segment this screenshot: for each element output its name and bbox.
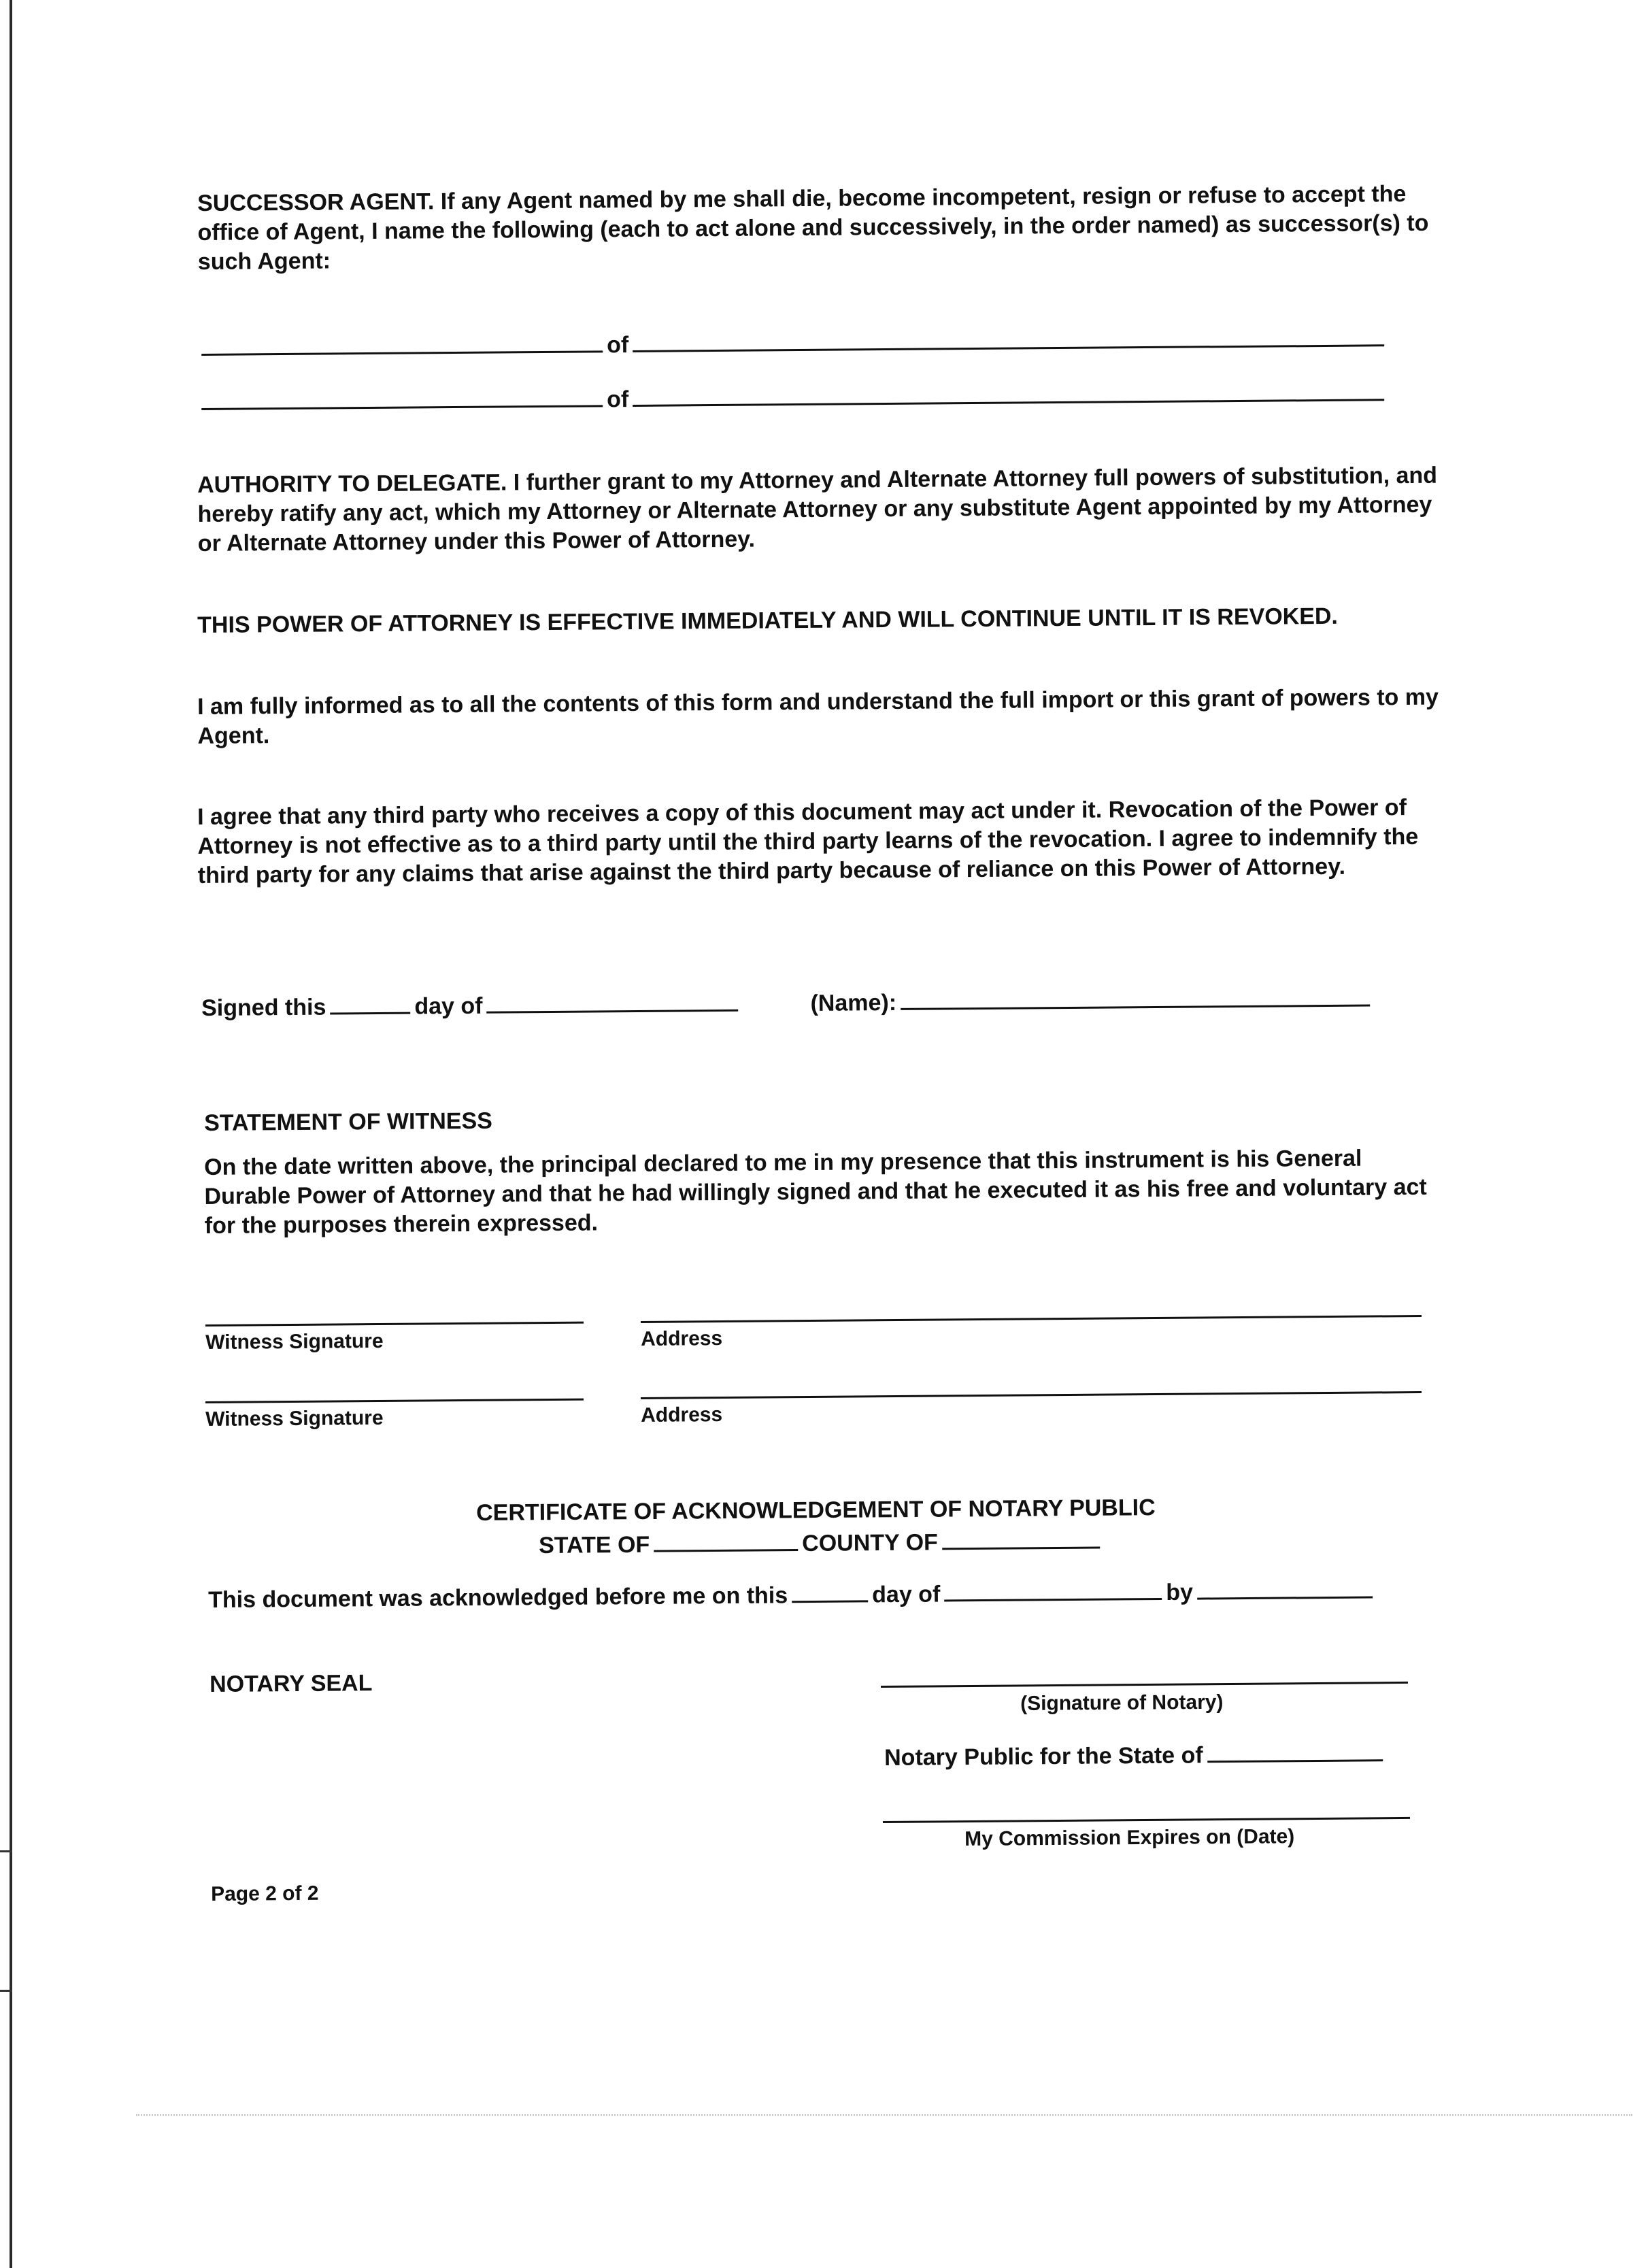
notary-ack-row — [208, 1576, 1377, 1614]
successor-agent-paragraph: SUCCESSOR AGENT. If any Agent named by me shall die, become incompetent, resign or refuse to accept the office of Agent, I name the following (each to act alone and successively, in the order named) as successor(s) to such Agent: — [197, 181, 1429, 275]
signed-month-field[interactable] — [486, 989, 738, 1014]
successor-name-field-2[interactable] — [201, 384, 603, 410]
authority-to-delegate-paragraph: AUTHORITY TO DELEGATE. I further grant to my Attorney and Alternate Attorney full powers of substitution, and hereby ratify any act, which my Attorney or Alternate Attorney or any substitute Agent appointed by my Attorney or Alternate Attorney under this Power of Attorney. — [197, 462, 1438, 556]
successor-address-field-2[interactable] — [633, 378, 1384, 407]
page-number: Page 2 of 2 — [211, 1882, 319, 1905]
notary-county-field[interactable] — [942, 1527, 1100, 1550]
ack-month-field[interactable] — [944, 1578, 1162, 1602]
signed-this-label: Signed this — [201, 994, 326, 1021]
scan-edge — [10, 0, 12, 2268]
margin-tick — [0, 1990, 12, 1992]
witness-address-label-1: Address — [641, 1327, 723, 1350]
successor-name-field-1[interactable] — [201, 330, 603, 356]
witness-paragraph: On the date written above, the principal declared to me in my presence that this instrument is his General Durable Power of Attorney and that he had willingly signed and that he executed it as his free and voluntary act for the purposes therein expressed. — [204, 1145, 1427, 1239]
successor-row-1 — [197, 324, 1388, 362]
of-label: of — [607, 386, 629, 413]
effective-statement: THIS POWER OF ATTORNEY IS EFFECTIVE IMMEDIATELY AND WILL CONTINUE UNTIL IT IS REVOKED. — [197, 603, 1339, 638]
notary-title: CERTIFICATE OF ACKNOWLEDGEMENT OF NOTARY PUBLIC — [476, 1495, 1156, 1526]
witness-signature-label-2: Witness Signature — [205, 1406, 384, 1431]
county-of-label: COUNTY OF — [802, 1529, 938, 1556]
witness-address-line-2[interactable] — [641, 1391, 1422, 1399]
ack-day-field[interactable] — [792, 1580, 868, 1603]
notary-public-state-field[interactable] — [1207, 1739, 1382, 1763]
ack-by-label: by — [1166, 1579, 1194, 1605]
notary-signature-line[interactable] — [881, 1682, 1408, 1688]
notary-seal-label: NOTARY SEAL — [209, 1670, 373, 1697]
of-label: of — [607, 332, 629, 358]
commission-expires-caption: My Commission Expires on (Date) — [964, 1825, 1295, 1850]
signed-day-field[interactable] — [330, 992, 410, 1015]
margin-tick — [0, 1850, 12, 1852]
ack-text: This document was acknowledged before me on this — [208, 1582, 788, 1613]
day-of-label: day of — [414, 993, 483, 1020]
third-party-statement: I agree that any third party who receives a copy of this document may act under it. Revocation of the Power of Attorney is not effective as to a third party until the third party learns of the revocation. I agree to indemnify the third party for any claims that arise against the third party because of reliance on this Power of Attorney. — [197, 795, 1419, 888]
notary-state-county-row — [539, 1526, 1104, 1559]
notary-public-for-state-label: Notary Public for the State of — [884, 1742, 1203, 1771]
notary-public-state-row — [884, 1739, 1387, 1771]
witness-address-line-1[interactable] — [641, 1315, 1422, 1323]
witness-heading: STATEMENT OF WITNESS — [204, 1107, 493, 1136]
state-of-label: STATE OF — [539, 1531, 650, 1558]
witness-signature-label-1: Witness Signature — [205, 1329, 384, 1354]
commission-expires-line[interactable] — [883, 1817, 1410, 1823]
successor-row-2 — [197, 378, 1388, 416]
successor-address-field-1[interactable] — [633, 324, 1384, 352]
scan-artifact-line — [136, 2114, 1632, 2116]
witness-address-label-2: Address — [641, 1403, 723, 1427]
ack-by-field[interactable] — [1197, 1576, 1373, 1600]
principal-name-field[interactable] — [901, 984, 1370, 1010]
name-label: (Name): — [810, 989, 897, 1016]
informed-statement: I am fully informed as to all the contents of this form and understand the full import or this grant of powers to my Agent. — [197, 684, 1439, 749]
signed-this-row — [201, 984, 1374, 1022]
ack-day-of-label: day of — [872, 1581, 941, 1608]
notary-signature-caption: (Signature of Notary) — [1020, 1690, 1224, 1715]
witness-signature-line-2[interactable] — [205, 1399, 584, 1403]
witness-signature-line-1[interactable] — [205, 1322, 584, 1327]
notary-state-field[interactable] — [654, 1529, 798, 1552]
